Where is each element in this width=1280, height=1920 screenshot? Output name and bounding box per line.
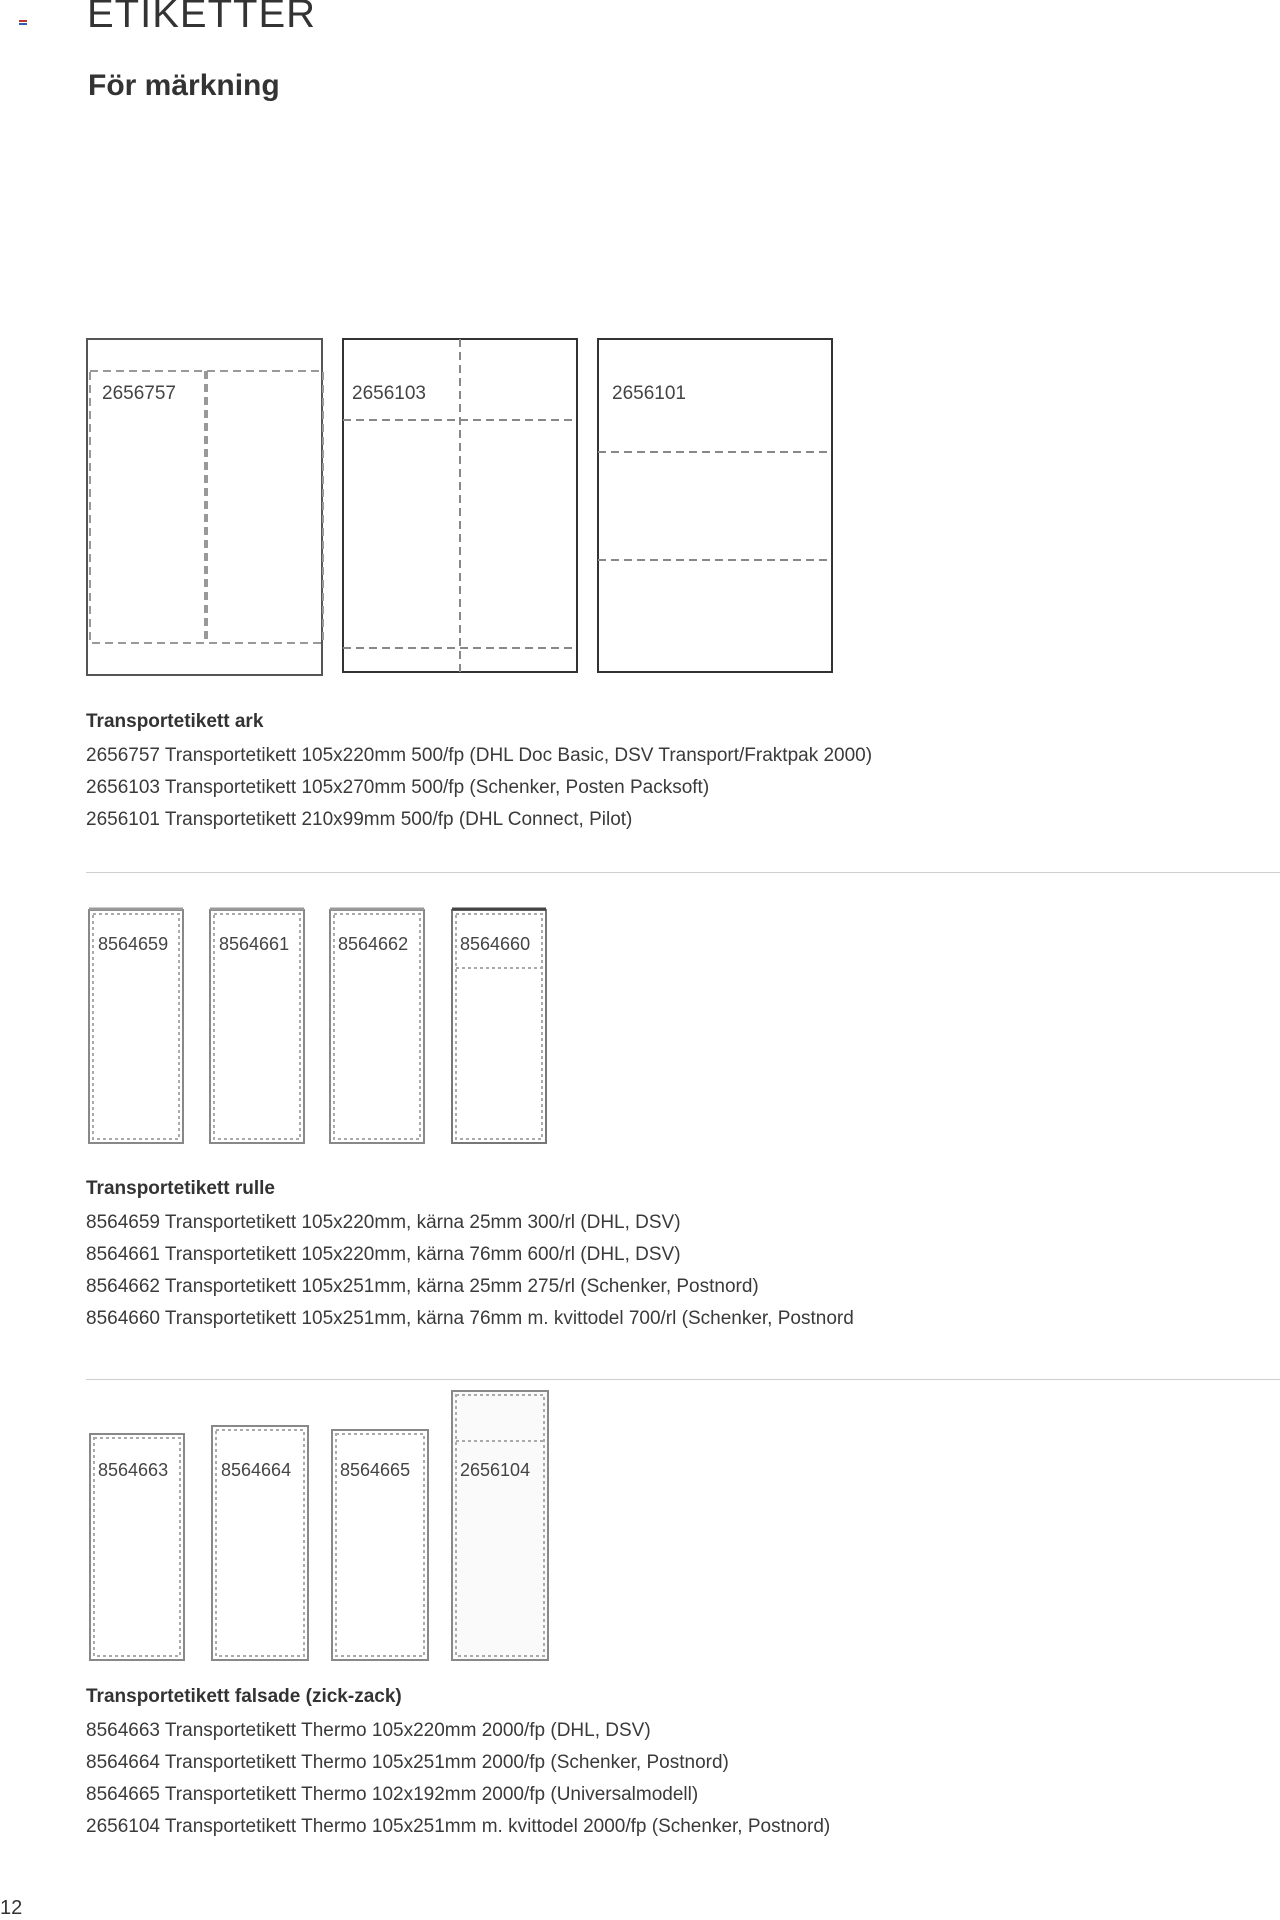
label-illustration-8564662 <box>330 909 424 1143</box>
product-item: 2656101 Transportetikett 210x99mm 500/fp (DHL Connect, Pilot) <box>86 809 633 830</box>
svg-text:8564661: 8564661 <box>219 934 290 954</box>
page-number: 12 <box>0 1897 23 1919</box>
section-heading: Transportetikett ark <box>86 711 264 732</box>
label-illustration-2656101 <box>598 339 832 672</box>
label-illustration-2656103 <box>343 339 577 672</box>
svg-text:8564660: 8564660 <box>460 934 531 954</box>
svg-text:2656104: 2656104 <box>460 1460 531 1480</box>
product-item: 2656757 Transportetikett 105x220mm 500/fp (DHL Doc Basic, DSV Transport/Fraktpak 2000) <box>86 745 873 766</box>
product-item: 8564659 Transportetikett 105x220mm, kärna 25mm 300/rl (DHL, DSV) <box>86 1212 681 1233</box>
product-item: 8564661 Transportetikett 105x220mm, kärna 76mm 600/rl (DHL, DSV) <box>86 1244 681 1265</box>
label-code: 2656101 <box>612 383 686 404</box>
product-item: 8564663 Transportetikett Thermo 105x220mm 2000/fp (DHL, DSV) <box>86 1720 651 1741</box>
section-transportetikett-rulle <box>86 1177 854 1335</box>
section-divider <box>86 1379 1280 1380</box>
section-transportetikett-falsade <box>86 1685 830 1843</box>
product-list <box>86 1207 854 1335</box>
roll-label-illustrations <box>86 906 566 1148</box>
label-illustration-2656757 <box>87 339 323 675</box>
section-heading: Transportetikett falsade (zick-zack) <box>86 1686 402 1707</box>
svg-text:8564662: 8564662 <box>338 934 409 954</box>
sheet-label-illustrations <box>86 338 846 678</box>
label-illustration-2656104 <box>452 1391 548 1660</box>
fanfold-label-illustrations <box>86 1388 566 1664</box>
label-illustration-8564661 <box>210 909 304 1143</box>
svg-text:8564665: 8564665 <box>340 1460 411 1480</box>
svg-text:8564664: 8564664 <box>221 1460 292 1480</box>
label-illustration-8564664 <box>212 1426 308 1660</box>
product-item: 8564660 Transportetikett 105x251mm, kärna 76mm m. kvittodel 700/rl (Schenker, Postnord <box>86 1308 854 1329</box>
label-illustration-8564665 <box>332 1430 428 1660</box>
product-item: 2656104 Transportetikett Thermo 105x251mm m. kvittodel 2000/fp (Schenker, Postnord) <box>86 1816 831 1837</box>
label-illustration-8564660 <box>452 909 546 1143</box>
product-item: 8564664 Transportetikett Thermo 105x251mm 2000/fp (Schenker, Postnord) <box>86 1752 729 1773</box>
product-list <box>86 1715 830 1843</box>
product-list <box>86 740 872 836</box>
color-mark-icon <box>19 20 27 26</box>
label-illustration-8564663 <box>90 1434 184 1660</box>
product-item: 8564665 Transportetikett Thermo 102x192mm 2000/fp (Universalmodell) <box>86 1784 699 1805</box>
product-item: 8564662 Transportetikett 105x251mm, kärna 25mm 275/rl (Schenker, Postnord) <box>86 1276 759 1297</box>
page-title: ETIKETTER <box>87 0 317 36</box>
svg-text:8564663: 8564663 <box>98 1460 169 1480</box>
svg-text:8564659: 8564659 <box>98 934 169 954</box>
section-divider <box>86 872 1280 873</box>
page-subtitle: För märkning <box>88 69 280 102</box>
label-code: 2656103 <box>352 383 426 404</box>
section-transportetikett-ark <box>86 710 872 836</box>
label-code: 2656757 <box>102 383 176 404</box>
section-heading: Transportetikett rulle <box>86 1178 275 1199</box>
label-illustration-8564659 <box>89 909 183 1143</box>
product-item: 2656103 Transportetikett 105x270mm 500/fp (Schenker, Posten Packsoft) <box>86 777 710 798</box>
